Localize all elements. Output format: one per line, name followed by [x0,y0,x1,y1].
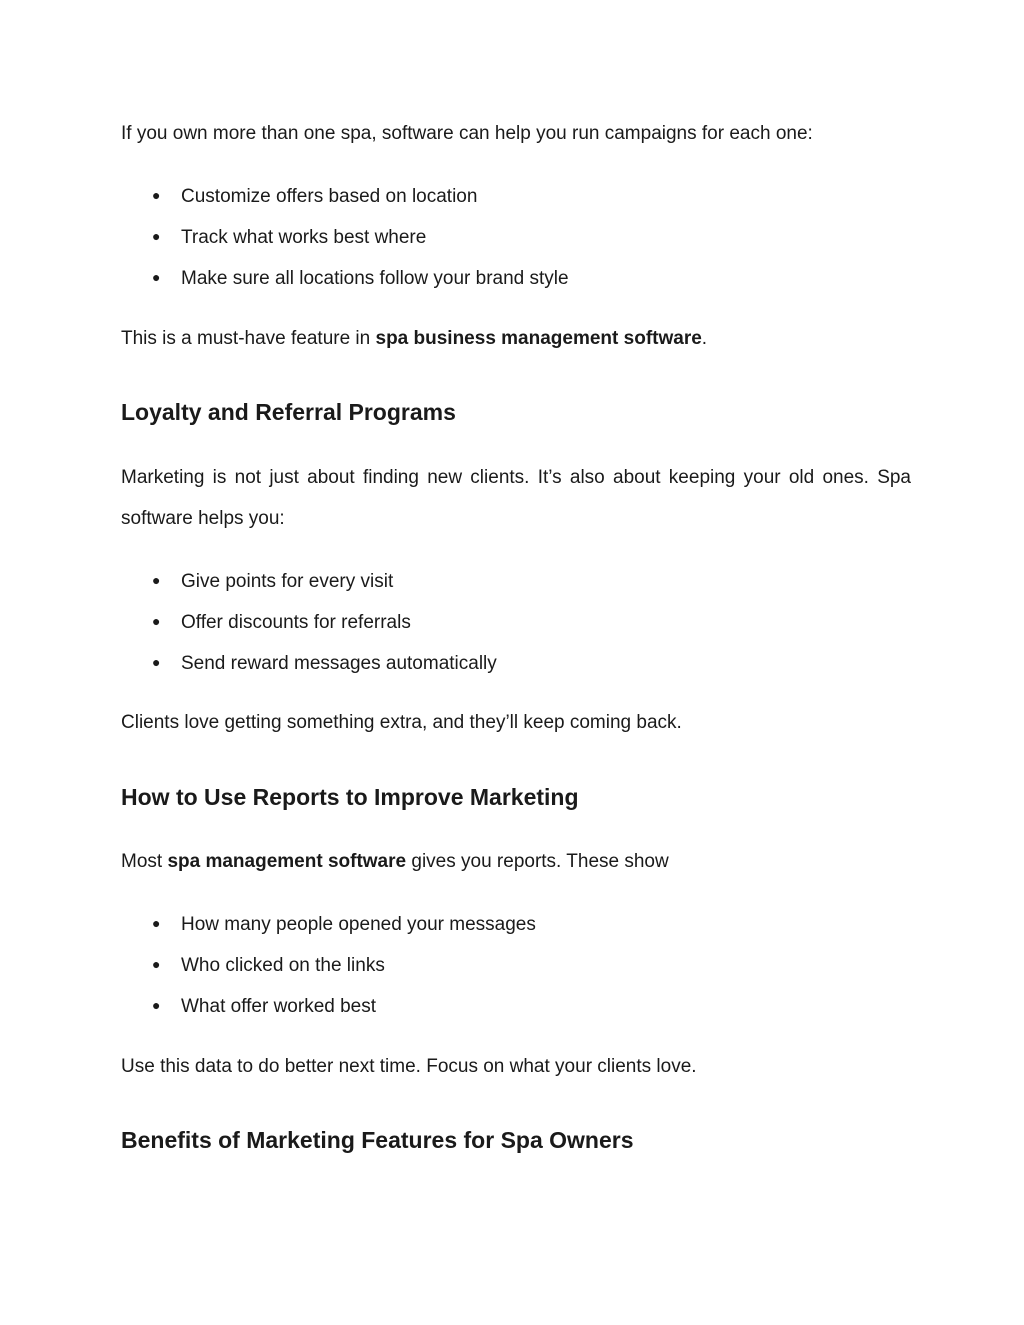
bullet-icon: ● [152,613,161,629]
bullet-icon: ● [152,997,161,1013]
list-item [152,990,376,1022]
bullet-icon: ● [152,187,161,203]
list-item-text: How many people opened your messages [181,914,536,935]
list-item [152,908,536,940]
bullet-icon: ● [152,269,161,285]
loyalty-paragraph: Marketing is not just about finding new clients. It’s also about keeping your old ones. Spa software helps you: [121,467,911,529]
must-have-text: This is a must-have feature in [121,328,376,349]
section-heading-loyalty: Loyalty and Referral Programs [121,399,456,425]
list-item [152,262,569,294]
reports-text-end: gives you reports. These show [406,851,669,872]
bullet-icon: ● [152,654,161,670]
list-item [152,221,426,253]
loyalty-closing: Clients love getting something extra, and they’ll keep coming back. [121,712,682,733]
bullet-icon: ● [152,956,161,972]
list-item-text: Who clicked on the links [181,955,385,976]
reports-text: Most [121,851,168,872]
bold-phrase: spa business management software [375,328,702,349]
list-item-text: Give points for every visit [181,571,394,592]
must-have-paragraph [121,318,911,359]
list-item-text: Customize offers based on location [181,186,478,207]
list-item-text: Offer discounts for referrals [181,612,411,633]
list-item-text: Make sure all locations follow your brand style [181,268,569,289]
bullet-icon: ● [152,915,161,931]
bold-phrase: spa management software [167,851,407,872]
list-item [152,565,393,597]
list-item-text: Track what works best where [181,227,427,248]
list-item-text: What offer worked best [181,996,377,1017]
must-have-end: . [701,328,708,349]
bullet-icon: ● [152,228,161,244]
list-item [152,949,385,981]
reports-closing: Use this data to do better next time. Focus on what your clients love. [121,1056,697,1077]
section-heading-benefits: Benefits of Marketing Features for Spa Owners [121,1127,634,1153]
list-item [152,180,477,212]
intro-paragraph: If you own more than one spa, software can help you run campaigns for each one: [121,123,813,144]
bullet-icon: ● [152,572,161,588]
list-item-text: Send reward messages automatically [181,653,497,674]
reports-paragraph [121,841,911,882]
list-item [152,647,497,679]
list-item [152,606,411,638]
section-heading-reports: How to Use Reports to Improve Marketing [121,784,579,810]
